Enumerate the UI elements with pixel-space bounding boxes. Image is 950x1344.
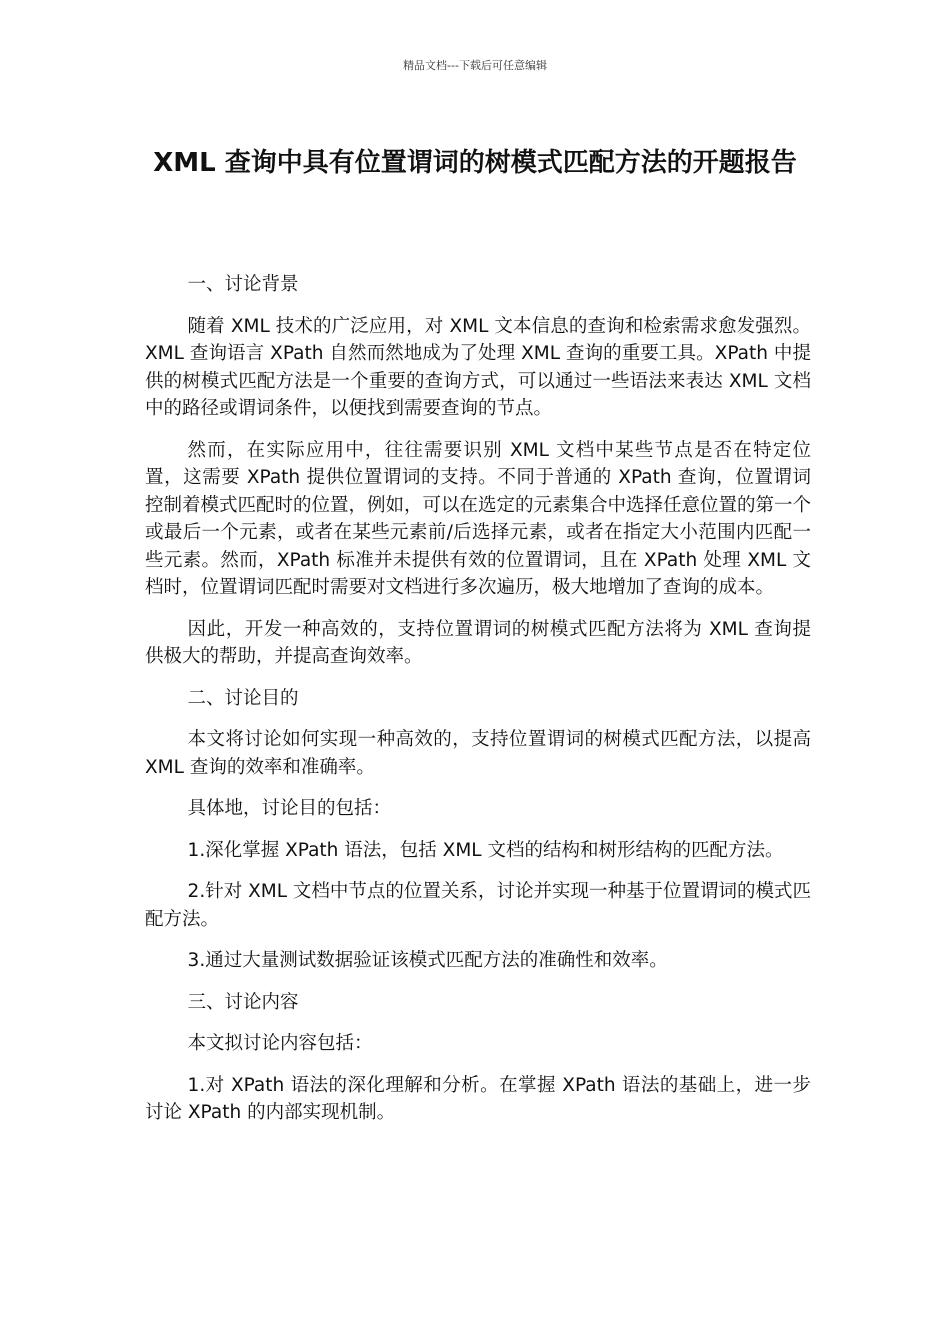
paragraph: 本文拟讨论内容包括：	[187, 1033, 373, 1054]
paragraph: 随着 XML 技术的广泛应用，对 XML 文本信息的查询和检索需求愈发强烈。XML 查询语言 XPath 自然而然地成为了处理 XML 查询的重要工具。XPath 中提供的树模式匹配方法是一个重要的查询方式，可以通过一些语法来表达 XML 文档中的路径或谓词条件，以便找到需要查询的节点。	[145, 315, 811, 419]
list-item: 1.深化掌握 XPath 语法，包括 XML 文档的结构和树形结构的匹配方法。	[187, 839, 784, 861]
list-item: 1.对 XPath 语法的深化理解和分析。在掌握 XPath 语法的基础上，进一步讨论 XPath 的内部实现机制。	[145, 1074, 811, 1123]
document-title: XML 查询中具有位置谓词的树模式匹配方法的开题报告	[153, 148, 797, 178]
list-item: 3.通过大量测试数据验证该模式匹配方法的准确性和效率。	[187, 950, 668, 971]
paragraph: 因此，开发一种高效的，支持位置谓词的树模式匹配方法将为 XML 查询提供极大的帮助，并提高查询效率。	[145, 618, 811, 667]
paragraph: 然而，在实际应用中，往往需要识别 XML 文档中某些节点是否在特定位置，这需要 XPath 提供位置谓词的支持。不同于普通的 XPath 查询，位置谓词控制着模式匹配时的位置，例如，可以在选定的元素集合中选择任意位置的第一个或最后一个元素，或者在某些元素前/后选择元素，或者在指定大小范围内匹配一些元素。然而，XPath 标准并未提供有效的位置谓词，且在 XPath 处理 XML 文档时，位置谓词匹配时需要对文档进行多次遍历，极大地增加了查询的成本。	[145, 439, 812, 598]
section-heading-purpose: 二、讨论目的	[187, 687, 299, 709]
document-body	[145, 271, 811, 1141]
section-heading-background: 一、讨论背景	[187, 274, 299, 295]
header-note: 精品文档---下载后可任意编辑	[403, 59, 547, 72]
paragraph: 具体地，讨论目的包括：	[187, 798, 392, 819]
list-item: 2.针对 XML 文档中节点的位置关系，讨论并实现一种基于位置谓词的模式匹配方法。	[145, 881, 811, 930]
paragraph: 本文将讨论如何实现一种高效的，支持位置谓词的树模式匹配方法，以提高 XML 查询的效率和准确率。	[145, 729, 811, 778]
section-heading-content: 三、讨论内容	[187, 991, 299, 1013]
